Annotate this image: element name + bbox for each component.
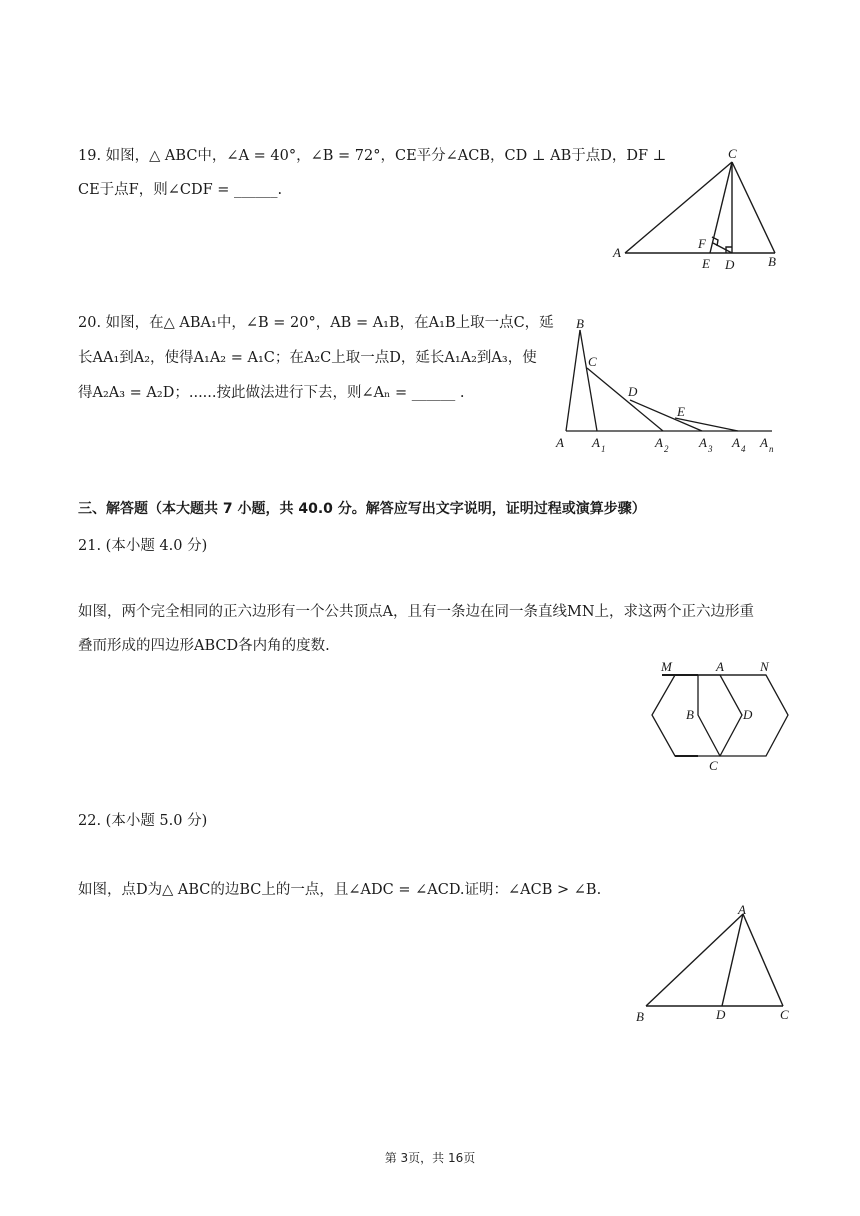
q19-text-line-1: 19. 如图，△ ABC中，∠A = 40°，∠B = 72°，CE平分∠ACB，CD ⊥ AB于点D，DF ⊥ <box>78 148 667 164</box>
q20-figure <box>550 310 790 460</box>
q20-label-A3-sub: 3 <box>708 444 713 454</box>
q20-label-A4: A <box>732 435 740 450</box>
q19-label-C: C <box>728 146 737 161</box>
q20-label-A2-sub: 2 <box>664 444 669 454</box>
q19-label-D: D <box>725 257 735 272</box>
q21-figure <box>640 655 800 775</box>
q22-label-C: C <box>780 1007 789 1022</box>
q22-label-A: A <box>738 902 746 917</box>
q19-label-F: F <box>698 236 706 251</box>
section-heading: 三、解答题（本大题共 7 小题，共 40.0 分。解答应写出文字说明，证明过程或演算步骤） <box>78 501 646 517</box>
q21-label-M: M <box>661 659 672 674</box>
q22-label-B: B <box>636 1009 644 1024</box>
q20-text-line-2: 长AA₁到A₂，使得A₁A₂ = A₁C；在A₂C上取一点D，延长A₁A₂到A₃，使 <box>78 350 537 366</box>
q20-label-B: B <box>576 316 584 331</box>
q21-label-D: D <box>743 707 753 722</box>
q22-label-D: D <box>716 1007 726 1022</box>
q21-text-line-2: 叠而形成的四边形ABCD各内角的度数. <box>78 638 330 654</box>
q21-label-A: A <box>716 659 724 674</box>
q21-label-N: N <box>760 659 769 674</box>
q20-label-An: A <box>760 435 768 450</box>
q20-label-A1-sub: 1 <box>601 444 606 454</box>
q22-figure <box>628 900 803 1030</box>
q22-number: 22. (本小题 5.0 分) <box>78 813 208 829</box>
q20-label-A: A <box>556 435 564 450</box>
q20-label-C: C <box>588 354 597 369</box>
q21-text-line-1: 如图，两个完全相同的正六边形有一个公共顶点A，且有一条边在同一条直线MN上，求这两个正六边形重 <box>78 604 755 620</box>
q20-label-A1: A <box>592 435 600 450</box>
q19-figure <box>600 140 800 275</box>
q20-label-A4-sub: 4 <box>741 444 746 454</box>
q21-label-C: C <box>709 758 718 773</box>
q20-label-An-sub: n <box>769 444 774 454</box>
q20-label-A3: A <box>699 435 707 450</box>
q20-label-A2: A <box>655 435 663 450</box>
q19-label-A: A <box>613 245 621 260</box>
q19-text-line-2: CE于点F，则∠CDF = ______. <box>78 182 283 198</box>
q22-text-line-1: 如图，点D为△ ABC的边BC上的一点，且∠ADC = ∠ACD.证明：∠ACB > ∠B. <box>78 882 602 898</box>
q20-text-line-3: 得A₂A₃ = A₂D；......按此做法进行下去，则∠Aₙ = ______ . <box>78 385 465 401</box>
page-footer: 第 3页，共 16页 <box>384 1151 476 1165</box>
q19-label-B: B <box>768 254 776 269</box>
q20-label-D: D <box>628 384 638 399</box>
q21-number: 21. (本小题 4.0 分) <box>78 538 208 554</box>
q19-label-E: E <box>702 256 710 271</box>
q20-label-E: E <box>677 404 685 419</box>
q21-label-B: B <box>686 707 694 722</box>
q20-text-line-1: 20. 如图，在△ ABA₁中，∠B = 20°，AB = A₁B，在A₁B上取一点C，延 <box>78 315 554 331</box>
